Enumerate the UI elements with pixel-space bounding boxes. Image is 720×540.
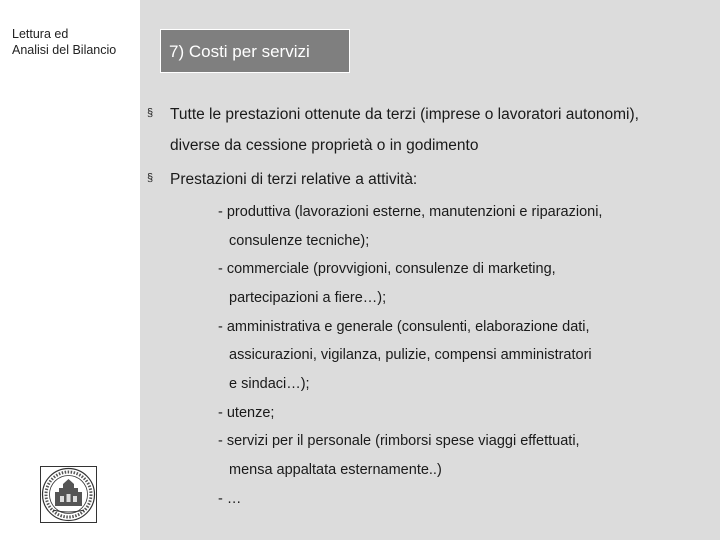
bullet-icon: §	[147, 107, 154, 119]
course-title-line-2: Analisi del Bilancio	[12, 43, 117, 57]
sidebar	[0, 0, 140, 540]
sub-item-line: assicurazioni, vigilanza, pulizie, compensi amministratori	[229, 347, 592, 363]
course-title-line-1: Lettura ed	[12, 27, 69, 41]
sub-item-line: partecipazioni a fiere…);	[229, 290, 387, 306]
sub-item-line: mensa appaltata esternamente..)	[229, 462, 442, 478]
bullet-2-line-1: Prestazioni di terzi relative a attività:	[170, 171, 418, 188]
course-title	[12, 26, 116, 58]
sub-item-line: - amministrativa e generale (consulenti, elaborazione dati,	[218, 319, 590, 335]
slide-title: 7) Costi per servizi	[169, 42, 310, 61]
bullet-icon: §	[147, 172, 154, 184]
bullet-1-line-2: diverse da cessione proprietà o in godimento	[170, 137, 479, 154]
sub-item-line: e sindaci…);	[229, 376, 310, 392]
sub-item-line: - commerciale (provvigioni, consulenze di marketing,	[218, 261, 556, 277]
sub-item-line: - produttiva (lavorazioni esterne, manutenzioni e riparazioni,	[218, 204, 603, 220]
slide-title-box	[160, 29, 350, 73]
sub-item-line: - servizi per il personale (rimborsi spese viaggi effettuati,	[218, 433, 580, 449]
university-seal-icon	[40, 466, 97, 523]
sub-item-line: - utenze;	[218, 405, 275, 421]
sub-item-line: consulenze tecniche);	[229, 233, 370, 249]
slide-content	[140, 0, 720, 540]
sub-item-line: - …	[218, 491, 242, 507]
bullet-1-line-1: Tutte le prestazioni ottenute da terzi (imprese o lavoratori autonomi),	[170, 106, 639, 123]
